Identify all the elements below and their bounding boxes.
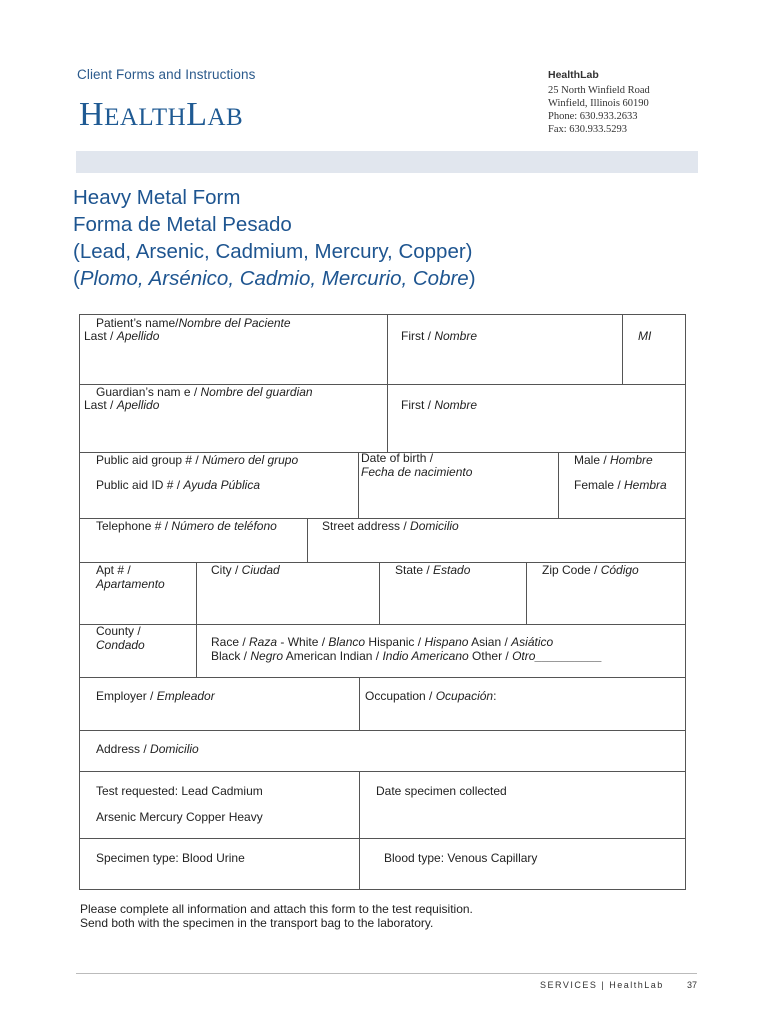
address-field[interactable]: Address / Domicilio (96, 742, 199, 756)
row-divider (80, 624, 685, 625)
logo-letters: EALTH (104, 104, 187, 131)
org-name: HealthLab (548, 69, 599, 81)
col-divider (359, 771, 360, 890)
fax-number: Fax: 630.933.5293 (548, 124, 628, 135)
logo-letter: H (79, 96, 105, 133)
note-line: Send both with the specimen in the transport bag to the laboratory. (80, 916, 434, 930)
date-of-birth-field[interactable]: Date of birth / Fecha de nacimiento (361, 451, 473, 479)
employer-field[interactable]: Employer / Empleador (96, 689, 215, 703)
county-field[interactable]: County / Condado (96, 624, 145, 652)
col-divider (379, 562, 380, 624)
col-divider (387, 315, 388, 384)
col-divider (196, 562, 197, 677)
row-divider (80, 730, 685, 731)
patient-last-name-field[interactable]: Last / Apellido (84, 329, 160, 343)
footer-services-label: SERVICES | HealthLab (540, 980, 664, 990)
specimen-type-options[interactable]: Specimen type: Blood Urine (96, 851, 245, 865)
col-divider (558, 452, 559, 518)
patient-first-name-field[interactable]: First / Nombre (401, 329, 478, 343)
note-line: Please complete all information and attach this form to the test requisition. (80, 902, 473, 916)
title-line: (Lead, Arsenic, Cadmium, Mercury, Copper) (73, 240, 473, 263)
guardian-last-name-field[interactable]: Last / Apellido (84, 398, 160, 412)
col-divider (387, 384, 388, 452)
instructions-note (80, 902, 473, 930)
col-divider (359, 677, 360, 730)
street-address-field[interactable]: Street address / Domicilio (322, 519, 459, 533)
title-line: Heavy Metal Form (73, 186, 241, 209)
telephone-field[interactable]: Telephone # / Número de teléfono (96, 519, 277, 533)
test-requested-options-2[interactable]: Arsenic Mercury Copper Heavy (96, 810, 263, 824)
patient-form (79, 314, 686, 890)
header-divider-bar (76, 151, 698, 173)
occupation-field[interactable]: Occupation / Ocupación: (365, 689, 497, 703)
col-divider (358, 452, 359, 518)
address-line: 25 North Winfield Road (548, 85, 650, 96)
public-aid-id-field[interactable]: Public aid ID # / Ayuda Pública (96, 478, 260, 492)
row-divider (80, 771, 685, 772)
footer-divider (76, 973, 697, 974)
client-forms-title: Client Forms and Instructions (77, 67, 256, 82)
public-aid-group-field[interactable]: Public aid group # / Número del grupo (96, 453, 299, 467)
form-title (73, 184, 476, 292)
patient-name-label: Patient’s name/Nombre del Paciente (96, 316, 291, 330)
race-options-line1[interactable]: Race / Raza - White / Blanco Hispanic / Hispano Asian / Asiático (211, 635, 554, 649)
row-divider (80, 838, 685, 839)
logo-letters: AB (207, 104, 244, 131)
blood-type-options[interactable]: Blood type: Venous Capillary (384, 851, 538, 865)
zip-code-field[interactable]: Zip Code / Código (542, 563, 639, 577)
apt-field[interactable]: Apt # / Apartamento (96, 563, 165, 591)
title-line: Forma de Metal Pesado (73, 213, 292, 236)
page-number: 37 (687, 980, 698, 990)
title-line: (Plomo, Arsénico, Cadmio, Mercurio, Cobre) (73, 267, 476, 290)
race-options-line2[interactable]: Black / Negro American Indian / Indio Americano Other / Otro__________ (211, 649, 603, 663)
guardian-name-label: Guardian’s nam e / Nombre del guardian (96, 385, 313, 399)
city-field[interactable]: City / Ciudad (211, 563, 280, 577)
female-option[interactable]: Female / Hembra (574, 478, 667, 492)
patient-mi-field[interactable]: MI (638, 329, 652, 343)
logo-letter: L (186, 96, 208, 133)
address-line: Winfield, Illinois 60190 (548, 98, 649, 109)
state-field[interactable]: State / Estado (395, 563, 471, 577)
guardian-first-name-field[interactable]: First / Nombre (401, 398, 478, 412)
healthlab-logo (79, 96, 243, 134)
lab-address-block (548, 69, 650, 136)
row-divider (80, 677, 685, 678)
col-divider (526, 562, 527, 624)
col-divider (307, 518, 308, 562)
test-requested-options[interactable]: Test requested: Lead Cadmium (96, 784, 263, 798)
male-option[interactable]: Male / Hombre (574, 453, 653, 467)
date-specimen-collected-field[interactable]: Date specimen collected (376, 784, 507, 798)
phone-number: Phone: 630.933.2633 (548, 111, 638, 122)
col-divider (622, 315, 623, 384)
